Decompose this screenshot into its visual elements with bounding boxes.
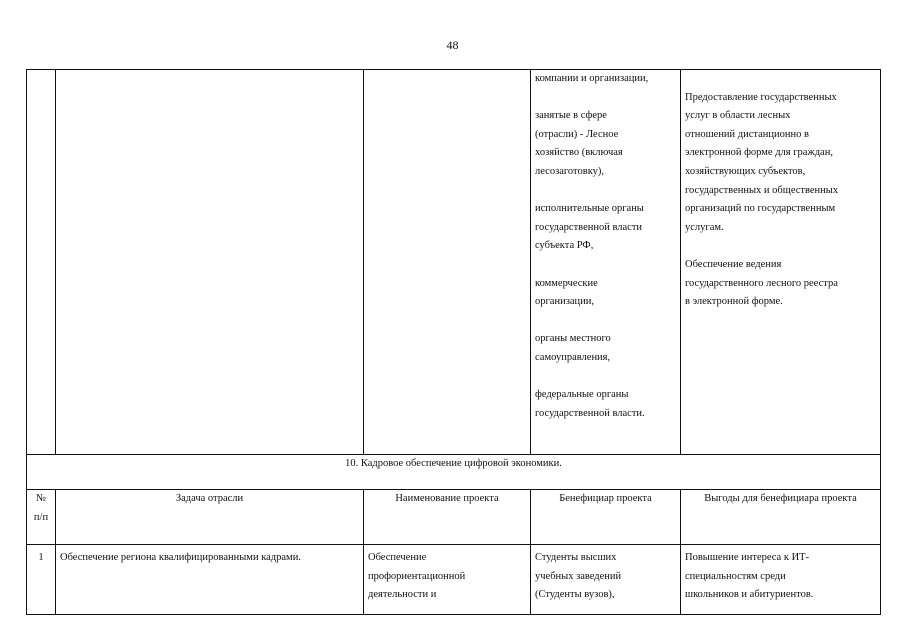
text-line: (Студенты вузов), <box>535 589 615 601</box>
text-line <box>535 256 676 275</box>
text-line: Повышение интереса к ИТ- <box>685 552 810 563</box>
text-line <box>535 182 676 201</box>
row-benefits <box>681 545 881 615</box>
text-line: услугам. <box>685 221 724 233</box>
text-line: специальностям среди <box>685 570 786 582</box>
text-line <box>685 237 876 256</box>
text-line: федеральные органы <box>535 389 629 401</box>
task-cell <box>56 70 364 455</box>
text-line: Обеспечение ведения <box>685 258 782 270</box>
text-line: Обеспечение <box>368 552 427 563</box>
text-line: организации, <box>535 296 594 308</box>
row-beneficiary <box>531 545 681 615</box>
header-task: Задача отрасли <box>56 490 364 545</box>
text-line: услуг в области лесных <box>685 110 791 122</box>
beneficiary-lines <box>535 70 676 423</box>
text-line: (отрасли) - Лесное <box>535 128 619 140</box>
text-line: коммерческие <box>535 277 598 289</box>
beneficiary-cell <box>531 70 681 455</box>
text-line: электронной форме для граждан, <box>685 147 833 159</box>
text-line: государственной власти <box>535 221 643 233</box>
continuation-row <box>27 70 881 455</box>
text-line: исполнительные органы <box>535 203 644 215</box>
text-line: деятельности и <box>368 589 437 601</box>
text-line: организаций по государственным <box>685 203 836 215</box>
text-line: лесозаготовку), <box>535 165 605 177</box>
text-line: государственного лесного реестра <box>685 277 838 289</box>
benefits-cell <box>681 70 881 455</box>
header-benefits: Выгоды для бенефициара проекта <box>681 490 881 545</box>
text-line: государственной власти. <box>535 407 645 419</box>
page-number: 48 <box>446 38 459 52</box>
text-line: самоуправления, <box>535 351 611 363</box>
section-row <box>27 455 881 490</box>
text-line <box>535 312 676 331</box>
text-line <box>535 89 676 108</box>
text-line: отношений дистанционно в <box>685 128 809 140</box>
row-task: Обеспечение региона квалифицированными кадрами. <box>56 545 364 615</box>
table-row <box>27 545 881 615</box>
num-cell <box>27 70 56 455</box>
text-line: государственных и общественных <box>685 184 839 196</box>
header-beneficiary: Бенефициар проекта <box>531 490 681 545</box>
text-line: учебных заведений <box>535 570 622 582</box>
text-line: хозяйствующих субъектов, <box>685 165 806 177</box>
projects-table <box>26 69 881 615</box>
header-num: № п/п <box>27 490 56 545</box>
text-line: субъекта РФ, <box>535 240 594 252</box>
header-row <box>27 490 881 545</box>
text-line: компании и организации, <box>535 73 649 84</box>
section-title: 10. Кадровое обеспечение цифровой экономики. <box>27 455 881 490</box>
text-line: Предоставление государственных <box>685 91 837 103</box>
text-line: в электронной форме. <box>685 296 783 308</box>
text-line <box>685 70 876 89</box>
text-line: школьников и абитуриентов. <box>685 589 814 601</box>
text-line: Студенты высших <box>535 552 617 563</box>
row-project <box>364 545 531 615</box>
header-project: Наименование проекта <box>364 490 531 545</box>
text-line: профориентационной <box>368 570 466 582</box>
project-cell <box>364 70 531 455</box>
text-line: занятые в сфере <box>535 110 607 122</box>
text-line: органы местного <box>535 333 611 345</box>
benefits-lines <box>685 70 876 312</box>
text-line: хозяйство (включая <box>535 147 623 159</box>
text-line <box>535 368 676 387</box>
row-num: 1 <box>27 545 56 615</box>
